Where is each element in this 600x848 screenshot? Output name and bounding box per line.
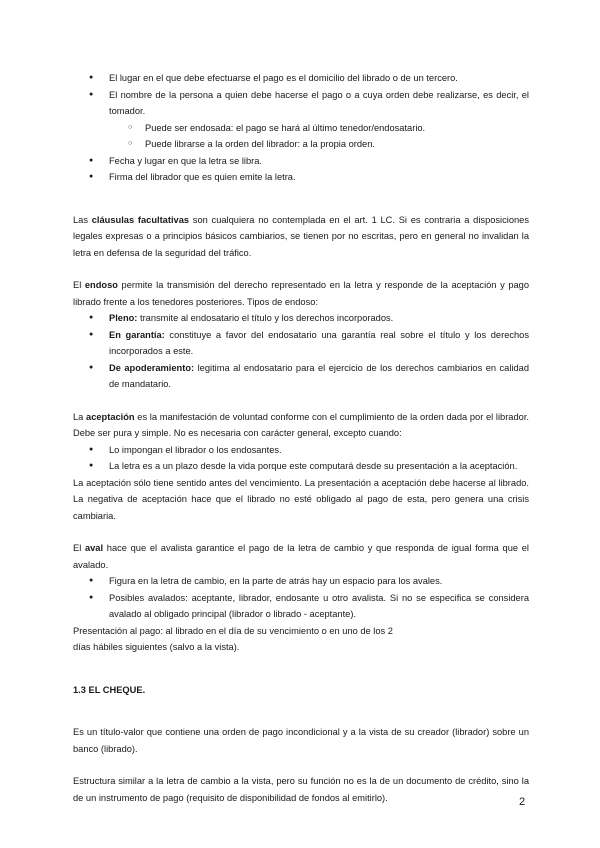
endoso-paragraph: El endoso permite la transmisión del derecho representado en la letra y responde de la aceptación y pago librado frente a los tenedores posteriores. Tipos de endoso: <box>73 280 529 307</box>
term-endoso: endoso <box>84 280 118 290</box>
cheque-paragraph: Estructura similar a la letra de cambio a la vista, pero su función no es la de un documento de crédito, sino la de un instrumento de pago (requisito de disponibilidad de fondos al emitirlo). <box>73 776 529 803</box>
term-aval: aval <box>84 543 104 553</box>
term-aceptacion: aceptación <box>86 411 135 422</box>
sub-list-item: ○ Puede librarse a la orden del librador: a la propia orden. <box>73 136 529 153</box>
aval-paragraph: El aval hace que el avalista garantice el pago de la letra de cambio y que responda de igual forma que el avalado. <box>73 543 529 570</box>
endoso-types-list <box>73 310 529 393</box>
list-item: ● Pleno: transmite al endosatario el título y los derechos incorporados. <box>73 310 529 327</box>
sub-list <box>73 120 529 153</box>
list-item: ● Figura en la letra de cambio, en la parte de atrás hay un espacio para los avales. <box>73 573 529 590</box>
list-item: ● La letra es a un plazo desde la vida porque este computará desde su presentación a la aceptación. <box>73 458 529 475</box>
aceptacion-paragraph: La aceptación es la manifestación de voluntad conforme con el cumplimiento de la orden dada por el librador. Debe ser pura y simple. No es necesaria con carácter general, excepto cuando: <box>73 411 529 438</box>
aval-list <box>73 573 529 623</box>
aceptacion-closing: La aceptación sólo tiene sentido antes del vencimiento. La presentación a aceptación debe hacerse al librado. La negativa de aceptación hace que el librado no esté obligado al pago de esta, pero genera una crisis cambiaria. <box>73 477 529 521</box>
list-item: ● Firma del librador que es quien emite la letra. <box>73 169 529 186</box>
term-clausulas: cláusulas facultativas <box>91 214 190 225</box>
aceptacion-cases-list <box>73 442 529 475</box>
list-item: ● Posibles avalados: aceptante, librador, endosante u otro avalista. Si no se especifica se considera avalado al obligado principal (librador o librado - aceptante). <box>73 590 529 623</box>
requirements-list-cont <box>73 153 529 186</box>
list-item: ● De apoderamiento: legitima al endosatario para el ejercicio de los derechos cambiarios en calidad de mandatario. <box>73 360 529 393</box>
requirements-list <box>73 70 529 120</box>
presentacion-paragraph: Presentación al pago: al librado en el día de su vencimiento o en uno de los 2 días hábiles siguientes (salvo a la vista). <box>73 625 393 652</box>
list-item: ● Lo impongan el librador o los endosantes. <box>73 442 529 459</box>
list-item: ● El lugar en el que debe efectuarse el pago es el domicilio del librado o de un tercero. <box>73 70 529 87</box>
section-heading: 1.3 EL CHEQUE. <box>73 684 146 695</box>
list-item: ● El nombre de la persona a quien debe hacerse el pago o a cuya orden debe realizarse, es decir, el tomador. <box>73 87 529 120</box>
sub-list-item: ○ Puede ser endosada: el pago se hará al último tenedor/endosatario. <box>73 120 529 137</box>
page-content <box>73 70 529 806</box>
list-item: ● Fecha y lugar en que la letra se libra. <box>73 153 529 170</box>
page-number: 2 <box>519 796 526 808</box>
clausulas-paragraph: Las cláusulas facultativas son cualquiera no contemplada en el art. 1 LC. Si es contraria a disposiciones legales expresas o a principios básicos cambiarios, se tienen por no escritas, pero en general no invalidan la letra en defensa de la seguridad del tráfico. <box>73 214 529 258</box>
cheque-paragraph: Es un título-valor que contiene una orden de pago incondicional y a la vista de su creador (librador) sobre un banco (librado). <box>73 727 529 754</box>
list-item: ● En garantía: constituye a favor del endosatario una garantía real sobre el título y los derechos incorporados a este. <box>73 327 529 360</box>
